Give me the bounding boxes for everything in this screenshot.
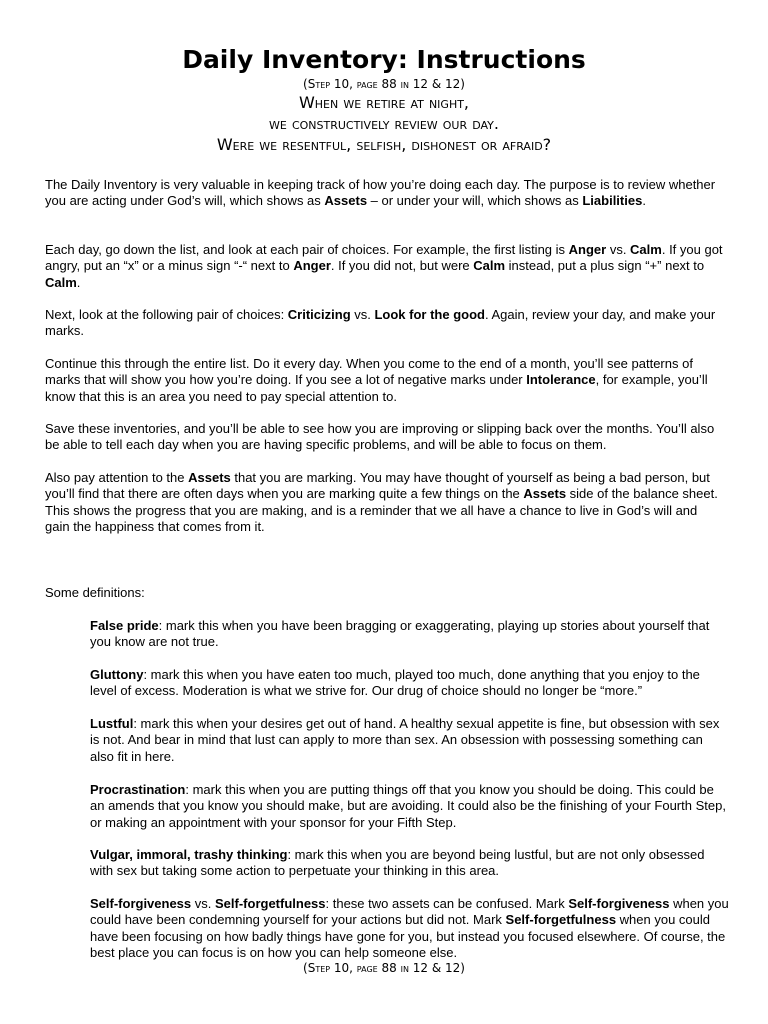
- text: , for example, you’ll know that this is an area you need to pay special attention to.: [45, 372, 708, 404]
- term-look-for-the-good: Look for the good: [374, 307, 485, 322]
- text: vs.: [350, 307, 375, 322]
- term-anger: Anger: [293, 258, 331, 274]
- text: when you could have been focusing on how badly things have gone for you, but instead you focused elsewhere. Of course, the best place you can focus is on how you can help someone else.: [90, 912, 726, 961]
- term-liabilities: Liabilities: [582, 193, 643, 209]
- quote-block: [0, 92, 768, 155]
- text: The Daily Inventory is very valuable in keeping track of how you’re doing each day. The purpose is to review whether you are acting under God’s will, which shows as: [45, 177, 716, 209]
- quote-line-1: When we retire at night,: [298, 93, 470, 112]
- term-intolerance: Intolerance: [526, 372, 596, 388]
- text: . Again, review your day, and make your marks.: [45, 307, 716, 339]
- text: that you are marking. You may have thought of yourself as being a bad person, but you’ll find that there are often days when you are marking quite a few things on the: [45, 470, 710, 502]
- term-assets: Assets: [523, 486, 567, 502]
- definition-term: Procrastination: [90, 782, 186, 797]
- term-calm: Calm: [473, 258, 506, 274]
- text: Also pay attention to the: [45, 470, 189, 485]
- text: Save these inventories, and you’ll be able to see how you are improving or slipping back over the months. You’ll also be able to tell each day when you are having specific problems, and will be able to focus on them.: [45, 421, 715, 453]
- definition-text: : mark this when you are beyond being lustful, but are not only obsessed with sex but taking some action to perpetuate your thinking in this area.: [90, 847, 705, 879]
- definition-gluttony: [90, 667, 730, 700]
- term-self-forgiveness: Self-forgiveness: [568, 896, 670, 911]
- step-reference-bottom: (Step 10, page 88 in 12 & 12): [303, 961, 465, 975]
- term-self-forgiveness: Self-forgiveness: [90, 896, 192, 911]
- text: .: [76, 274, 81, 290]
- paragraph-each-day: [45, 242, 725, 291]
- text: vs.: [606, 242, 631, 257]
- paragraph-purpose: [45, 177, 725, 210]
- paragraph-assets: [45, 470, 725, 536]
- term-anger: Anger: [568, 242, 607, 257]
- definition-text: : mark this when your desires get out of hand. A healthy sexual appetite is fine, but obsession with sex is not. And bear in mind that lust can apply to more than sex. An obsession with possessing something can also fit in here.: [90, 716, 720, 764]
- definition-term: False pride: [90, 618, 159, 633]
- page-title: Daily Inventory: Instructions: [182, 45, 586, 74]
- term-self-forgetfulness: Self-forgetfulness: [215, 896, 326, 911]
- text: Continue this through the entire list. Do it every day. When you come to the end of a month, you’ll see patterns of marks that will show you how you’re doing. If you see a lot of negative marks under: [45, 356, 693, 388]
- definitions-heading: Some definitions:: [45, 585, 145, 600]
- text: vs.: [191, 896, 215, 911]
- term-assets: Assets: [188, 470, 231, 485]
- text: instead, put a plus sign “+” next to: [505, 258, 705, 274]
- text: : these two assets can be confused. Mark: [325, 896, 569, 911]
- term-calm: Calm: [45, 274, 77, 290]
- term-calm: Calm: [630, 242, 662, 257]
- definition-false-pride: [90, 618, 730, 651]
- definition-self-forgiveness: [90, 896, 730, 962]
- definition-procrastination: [90, 782, 730, 831]
- quote-line-3: Were we resentful, selfish, dishonest or afraid?: [216, 135, 552, 154]
- definition-term: Lustful: [90, 716, 134, 731]
- paragraph-save: [45, 421, 725, 454]
- term-criticizing: Criticizing: [287, 307, 351, 322]
- text: Next, look at the following pair of choices:: [45, 307, 288, 322]
- definition-text: : mark this when you have been bragging or exaggerating, playing up stories about yourself that you know are not true.: [90, 618, 710, 650]
- text: . If you got angry, put an “x” or a minus sign “-“ next to: [45, 242, 723, 274]
- paragraph-continue: [45, 356, 725, 405]
- text: .: [642, 193, 646, 209]
- term-assets: Assets: [324, 193, 368, 209]
- definition-vulgar-thinking: [90, 847, 730, 880]
- paragraph-next: [45, 307, 725, 340]
- text: when you could have been condemning yourself for your actions but did not. Mark: [90, 896, 729, 928]
- definition-lustful: [90, 716, 730, 765]
- term-self-forgetfulness: Self-forgetfulness: [505, 912, 617, 928]
- text: . If you did not, but were: [330, 258, 474, 274]
- definition-text: : mark this when you have eaten too much, played too much, done anything that you enjoy to the level of excess. Moderation is what we strive for. Our drug of choice should no longer be “more.”: [90, 667, 700, 699]
- text: side of the balance sheet. This shows the progress that you are making, and is a reminder that we all have a chance to live in God’s will and gain the happiness that comes from it.: [45, 486, 718, 535]
- definition-text: : mark this when you are putting things off that you know you should be doing. This could be an amends that you know you should make, but are avoiding. It could also be the finishing of your Fourth Step, or making an appointment with your sponsor for your Fifth Step.: [90, 782, 726, 830]
- quote-line-2: we constructively review our day.: [269, 114, 499, 133]
- step-reference-top: (Step 10, page 88 in 12 & 12): [303, 77, 465, 91]
- definition-term: Gluttony: [90, 667, 144, 682]
- definition-term: Vulgar, immoral, trashy thinking: [90, 847, 288, 862]
- text: – or under your will, which shows as: [367, 193, 583, 209]
- text: Each day, go down the list, and look at each pair of choices. For example, the first listing is: [45, 242, 569, 257]
- definitions-intro: [45, 585, 725, 601]
